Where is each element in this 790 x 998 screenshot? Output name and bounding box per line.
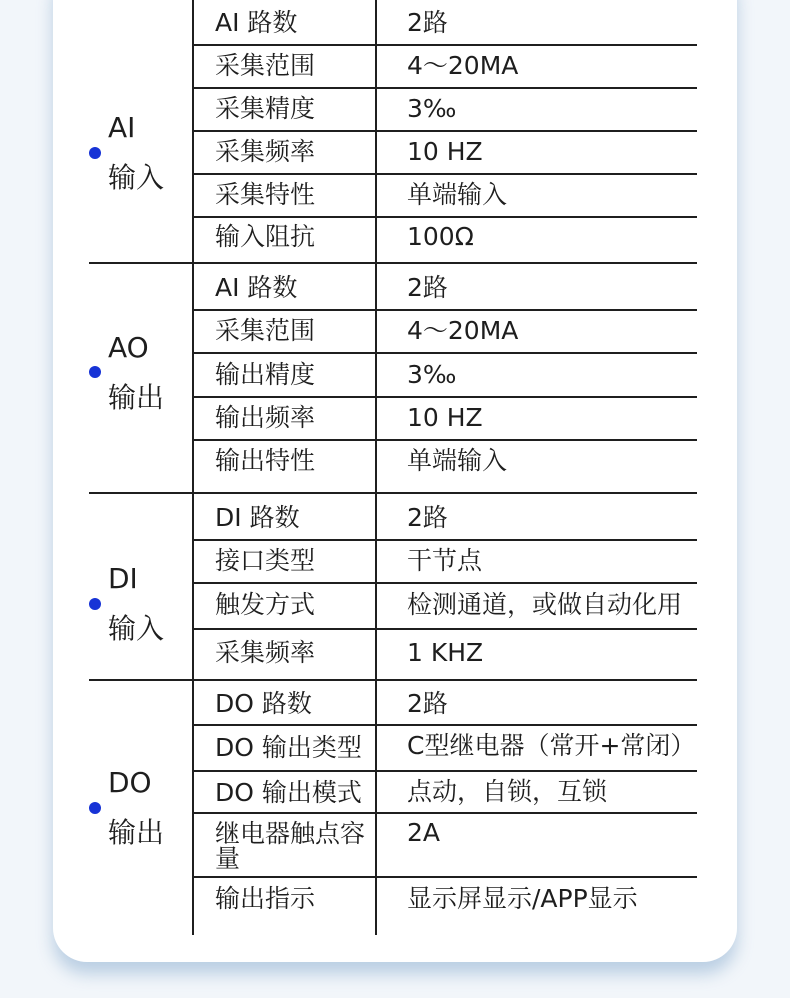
group-label-line1: DO xyxy=(108,766,152,799)
row-separator xyxy=(192,44,697,46)
row-separator xyxy=(192,352,697,354)
value-cell: 点动，自锁，互锁 xyxy=(407,777,608,806)
group-label-line2: 输出 xyxy=(108,816,165,849)
group-bullet-icon xyxy=(89,598,101,610)
row-separator xyxy=(192,173,697,175)
group-label-line2: 输出 xyxy=(108,381,165,414)
value-cell: 显示屏显示/APP显示 xyxy=(407,884,638,913)
param-cell: 输出精度 xyxy=(215,360,316,389)
value-cell: 10 HZ xyxy=(407,403,483,432)
value-cell: 3‰ xyxy=(407,94,457,123)
group-label-line1: AO xyxy=(108,331,149,364)
group-label-ao-output xyxy=(108,323,178,423)
row-separator xyxy=(192,812,697,814)
row-separator xyxy=(192,396,697,398)
param-cell: DO 路数 xyxy=(215,689,312,718)
column-divider-left xyxy=(192,0,194,935)
param-cell: DO 输出类型 xyxy=(215,733,362,762)
param-cell: 接口类型 xyxy=(215,546,316,575)
param-cell: 输出指示 xyxy=(215,884,316,913)
row-separator xyxy=(192,216,697,218)
param-cell: AI 路数 xyxy=(215,8,298,37)
group-separator xyxy=(89,492,697,494)
group-bullet-icon xyxy=(89,147,101,159)
param-cell: 继电器触点容量 xyxy=(215,819,366,873)
row-separator xyxy=(192,770,697,772)
value-cell: 3‰ xyxy=(407,360,457,389)
row-separator xyxy=(192,130,697,132)
value-cell: 4～20MA xyxy=(407,51,519,80)
param-cell: 触发方式 xyxy=(215,590,316,619)
value-cell: 2路 xyxy=(407,273,448,302)
value-cell: 单端输入 xyxy=(407,446,508,475)
group-label-line2: 输入 xyxy=(108,612,165,645)
row-separator xyxy=(192,87,697,89)
value-cell: 2路 xyxy=(407,503,448,532)
row-separator xyxy=(192,309,697,311)
row-separator xyxy=(192,582,697,584)
param-cell: 输出频率 xyxy=(215,403,316,432)
row-separator xyxy=(192,724,697,726)
param-cell: 采集频率 xyxy=(215,137,316,166)
value-cell: 4～20MA xyxy=(407,316,519,345)
column-divider-right xyxy=(375,0,377,935)
value-cell: 干节点 xyxy=(407,546,483,575)
row-separator xyxy=(192,439,697,441)
row-separator xyxy=(192,628,697,630)
group-bullet-icon xyxy=(89,366,101,378)
group-label-line1: AI xyxy=(108,111,136,144)
param-cell: 采集精度 xyxy=(215,94,316,123)
row-separator xyxy=(192,539,697,541)
param-cell: 输入阻抗 xyxy=(215,222,316,251)
group-label-di-input xyxy=(108,554,178,654)
value-cell: C型继电器（常开+常闭） xyxy=(407,731,696,760)
param-cell: DI 路数 xyxy=(215,503,300,532)
group-label-do-output xyxy=(108,758,178,858)
value-cell: 2A xyxy=(407,818,441,847)
row-separator xyxy=(192,876,697,878)
group-label-ai-input xyxy=(108,103,178,203)
param-cell: DO 输出模式 xyxy=(215,778,362,807)
param-cell: 采集范围 xyxy=(215,51,316,80)
value-cell: 单端输入 xyxy=(407,180,508,209)
value-cell: 2路 xyxy=(407,689,448,718)
param-cell: AI 路数 xyxy=(215,273,298,302)
group-label-line1: DI xyxy=(108,562,138,595)
group-label-line2: 输入 xyxy=(108,161,165,194)
value-cell: 100Ω xyxy=(407,222,474,251)
value-cell: 2路 xyxy=(407,8,448,37)
group-separator xyxy=(89,679,697,681)
param-cell: 输出特性 xyxy=(215,446,316,475)
value-cell: 10 HZ xyxy=(407,137,483,166)
group-bullet-icon xyxy=(89,802,101,814)
value-cell: 检测通道，或做自动化用 xyxy=(407,590,683,619)
group-separator xyxy=(89,262,697,264)
param-cell: 采集范围 xyxy=(215,316,316,345)
param-cell: 采集频率 xyxy=(215,638,316,667)
param-cell: 采集特性 xyxy=(215,180,316,209)
value-cell: 1 KHZ xyxy=(407,638,484,667)
